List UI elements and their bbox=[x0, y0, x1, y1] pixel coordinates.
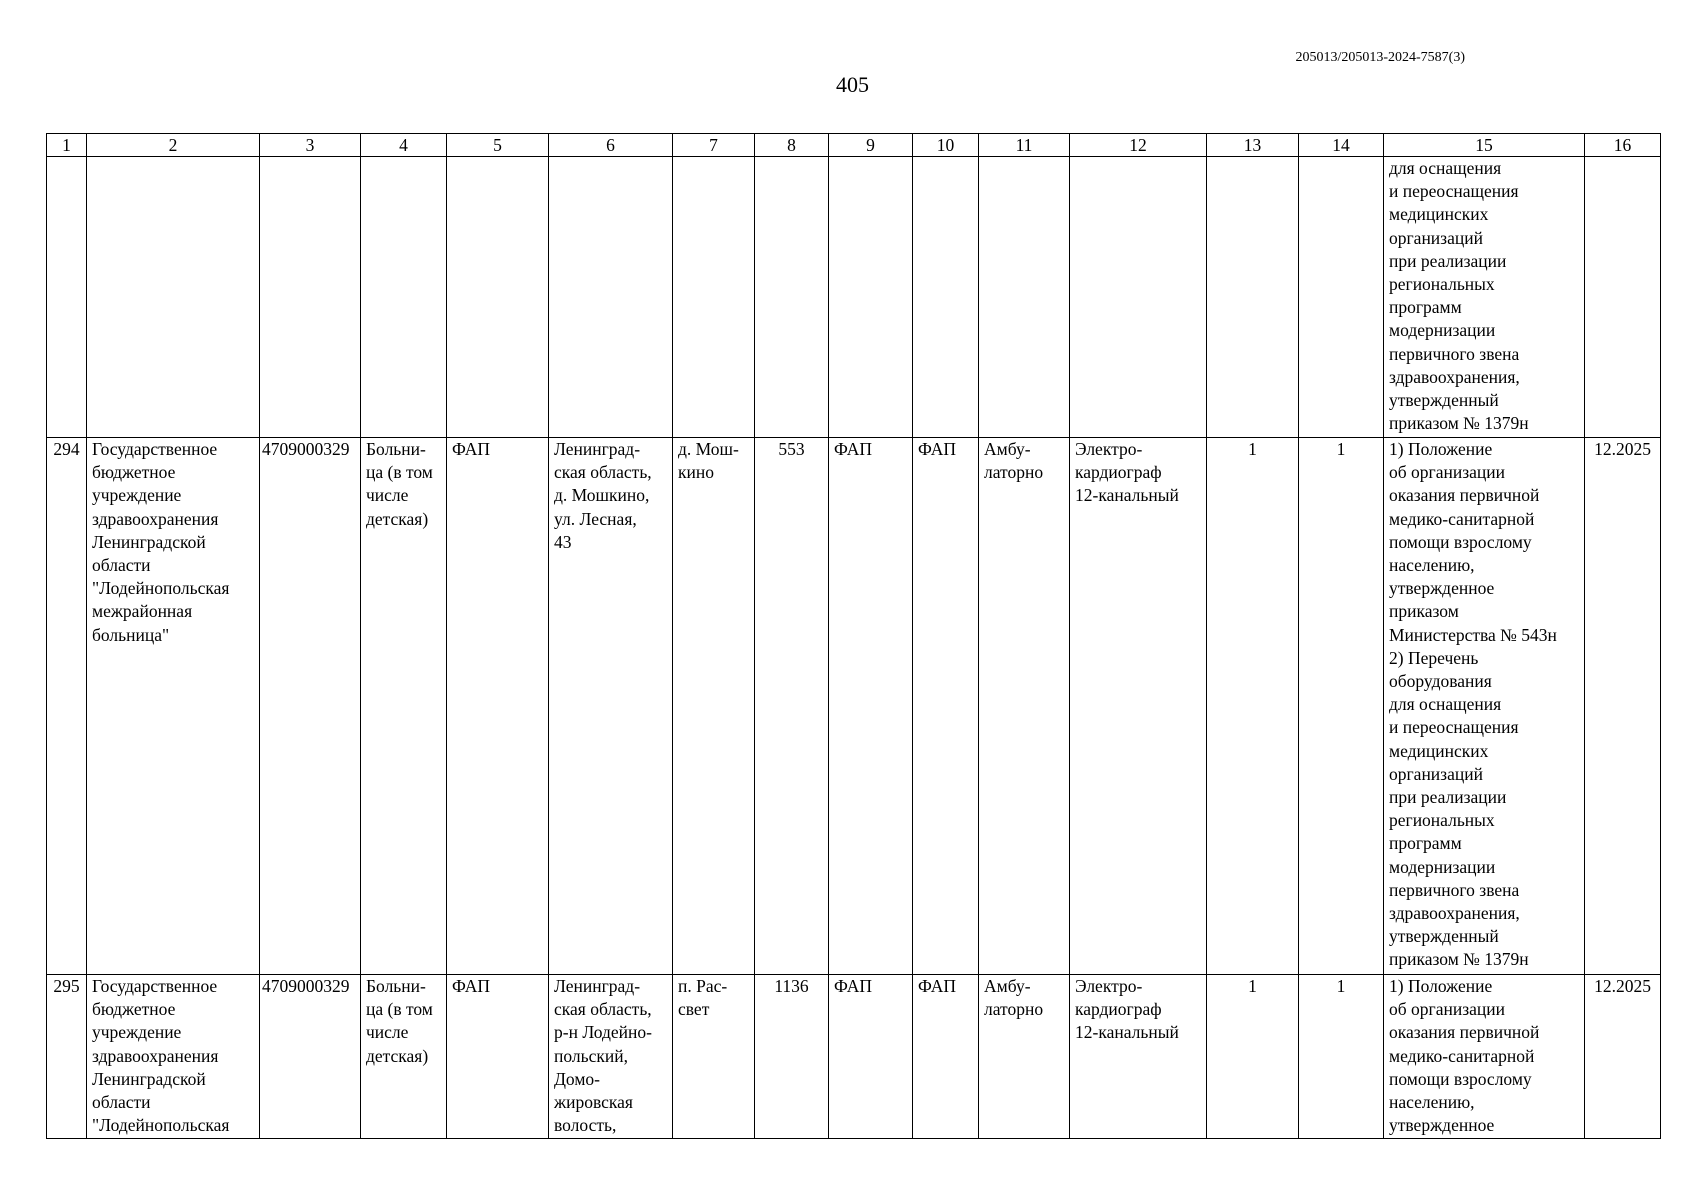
header-cell: 12 bbox=[1070, 134, 1207, 157]
header-cell: 13 bbox=[1207, 134, 1299, 157]
page-number: 405 bbox=[836, 72, 869, 97]
cell-unit bbox=[447, 157, 549, 438]
cell-equipment: Электро- кардиограф 12-канальный bbox=[1070, 438, 1207, 975]
cell-regulation: 1) Положение об организации оказания первичной медико-санитарной помощи взрослому населению, утвержденное bbox=[1384, 975, 1585, 1139]
cell-care-condition: Амбу- латорно bbox=[979, 975, 1070, 1139]
cell-address: Ленинград- ская область, д. Мошкино, ул. Лесная, 43 bbox=[549, 438, 673, 975]
header-cell: 16 bbox=[1585, 134, 1661, 157]
cell-number: 294 bbox=[47, 438, 87, 975]
header-cell: 2 bbox=[87, 134, 260, 157]
cell-settlement: д. Мош- кино bbox=[673, 438, 755, 975]
cell-subdivision: ФАП bbox=[829, 438, 913, 975]
cell-organization bbox=[87, 157, 260, 438]
cell-quantity-required: 1 bbox=[1207, 975, 1299, 1139]
cell-care-condition bbox=[979, 157, 1070, 438]
table-row bbox=[47, 438, 1661, 975]
cell-date: 12.2025 bbox=[1585, 438, 1661, 975]
cell-address bbox=[549, 157, 673, 438]
cell-org-type: Больни- ца (в том числе детская) bbox=[361, 975, 447, 1139]
cell-number: 295 bbox=[47, 975, 87, 1139]
header-cell: 3 bbox=[260, 134, 361, 157]
cell-quantity-planned: 1 bbox=[1299, 438, 1384, 975]
cell-inn: 4709000329 bbox=[260, 975, 361, 1139]
cell-inn: 4709000329 bbox=[260, 438, 361, 975]
equipment-table bbox=[46, 133, 1661, 1139]
header-cell: 14 bbox=[1299, 134, 1384, 157]
cell-quantity-planned: 1 bbox=[1299, 975, 1384, 1139]
cell-org-type bbox=[361, 157, 447, 438]
header-cell: 8 bbox=[755, 134, 829, 157]
cell-org-type: Больни- ца (в том числе детская) bbox=[361, 438, 447, 975]
cell-unit: ФАП bbox=[447, 438, 549, 975]
cell-date: 12.2025 bbox=[1585, 975, 1661, 1139]
header-cell: 6 bbox=[549, 134, 673, 157]
header-cell: 5 bbox=[447, 134, 549, 157]
document-number: 205013/205013-2024-7587(3) bbox=[1295, 50, 1465, 65]
cell-unit: ФАП bbox=[447, 975, 549, 1139]
cell-organization: Государственное бюджетное учреждение здравоохранения Ленинградской области "Лодейнопольская bbox=[87, 975, 260, 1139]
cell-population: 553 bbox=[755, 438, 829, 975]
cell-inn bbox=[260, 157, 361, 438]
cell-date bbox=[1585, 157, 1661, 438]
header-cell: 9 bbox=[829, 134, 913, 157]
cell-organization: Государственное бюджетное учреждение здравоохранения Ленинградской области "Лодейнопольская межрайонная больница" bbox=[87, 438, 260, 975]
header-cell: 4 bbox=[361, 134, 447, 157]
cell-population: 1136 bbox=[755, 975, 829, 1139]
cell-care-condition: Амбу- латорно bbox=[979, 438, 1070, 975]
header-cell: 10 bbox=[913, 134, 979, 157]
cell-settlement bbox=[673, 157, 755, 438]
cell-quantity-required bbox=[1207, 157, 1299, 438]
cell-equipment bbox=[1070, 157, 1207, 438]
header-cell: 15 bbox=[1384, 134, 1585, 157]
table-row bbox=[47, 157, 1661, 438]
table-row bbox=[47, 975, 1661, 1139]
cell-address: Ленинград- ская область, р-н Лодейно- польский, Домо- жировская волость, bbox=[549, 975, 673, 1139]
cell-profile bbox=[913, 157, 979, 438]
header-cell: 11 bbox=[979, 134, 1070, 157]
header-cell: 1 bbox=[47, 134, 87, 157]
cell-regulation: для оснащения и переоснащения медицинских организаций при реализации региональных программ модернизации первичного звена здравоохранения, утвержденный приказом № 1379н bbox=[1384, 157, 1585, 438]
cell-regulation: 1) Положение об организации оказания первичной медико-санитарной помощи взрослому населению, утвержденное приказом Министерства № 543н 2) Перечень оборудования для оснащения и переоснащения медицинских организаций при реализации региональных программ модернизации первичного звена здравоохранения, утвержденный приказом № 1379н bbox=[1384, 438, 1585, 975]
cell-settlement: п. Рас- свет bbox=[673, 975, 755, 1139]
cell-number bbox=[47, 157, 87, 438]
cell-equipment: Электро- кардиограф 12-канальный bbox=[1070, 975, 1207, 1139]
cell-quantity-planned bbox=[1299, 157, 1384, 438]
cell-subdivision bbox=[829, 157, 913, 438]
cell-profile: ФАП bbox=[913, 438, 979, 975]
cell-profile: ФАП bbox=[913, 975, 979, 1139]
cell-subdivision: ФАП bbox=[829, 975, 913, 1139]
header-cell: 7 bbox=[673, 134, 755, 157]
cell-quantity-required: 1 bbox=[1207, 438, 1299, 975]
cell-population bbox=[755, 157, 829, 438]
header-row bbox=[47, 134, 1661, 157]
